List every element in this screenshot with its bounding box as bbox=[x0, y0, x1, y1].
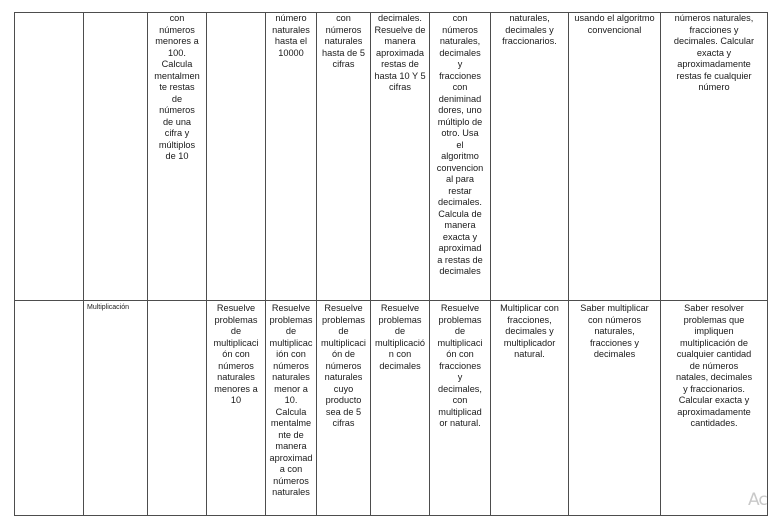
table-cell: usando el algoritmo convencional bbox=[569, 13, 661, 301]
table-cell bbox=[84, 13, 148, 301]
table-row bbox=[15, 301, 768, 516]
table-cell: número naturales hasta el 10000 bbox=[266, 13, 317, 301]
table-cell: números naturales, fracciones y decimales. Calcular exacta y aproximadamente restas fe cualquier número bbox=[661, 13, 768, 301]
table-cell: con números naturales, decimales y fracciones con deniminad dores, uno múltiplo de otro. Usa el algoritmo convencion al para restar decimales. Calcula de manera exacta y aproximad a restas de decimales bbox=[430, 13, 491, 301]
table-cell: Saber multiplicar con números naturales, fracciones y decimales bbox=[569, 301, 661, 516]
table-cell: decimales. Resuelve de manera aproximada restas de hasta 10 Y 5 cifras bbox=[371, 13, 430, 301]
table-cell: Resuelve problemas de multiplicaci ón de números naturales cuyo producto sea de 5 cifras bbox=[317, 301, 371, 516]
topic-cell: Multiplicación bbox=[84, 301, 148, 516]
watermark: Ac bbox=[748, 490, 767, 510]
table-cell bbox=[207, 13, 266, 301]
table-cell: Multiplicar con fracciones, decimales y multiplicador natural. bbox=[491, 301, 569, 516]
table-cell bbox=[15, 301, 84, 516]
table-cell: Saber resolver problemas que impliquen multiplicación de cualquier cantidad de números natales, decimales y fraccionarios. Calcular exacta y aproximadamente cantidades. bbox=[661, 301, 768, 516]
table-cell bbox=[148, 301, 207, 516]
table-cell: Resuelve problemas de multiplicaci ón con números naturales menores a 10 bbox=[207, 301, 266, 516]
table-cell: naturales, decimales y fraccionarios. bbox=[491, 13, 569, 301]
curriculum-table bbox=[14, 12, 768, 516]
table-cell: Resuelve problemas de multiplicació n con decimales bbox=[371, 301, 430, 516]
table-cell: Resuelve problemas de multiplicac ión con números naturales menor a 10. Calcula mentalme nte de manera aproximad a con números naturales bbox=[266, 301, 317, 516]
table-cell bbox=[15, 13, 84, 301]
table-cell: con números menores a 100. Calcula mentalmen te restas de números de una cifra y múltiplos de 10 bbox=[148, 13, 207, 301]
table-row bbox=[15, 13, 768, 301]
table-cell: con números naturales hasta de 5 cifras bbox=[317, 13, 371, 301]
table-cell: Resuelve problemas de multiplicaci ón con fracciones y decimales, con multiplicad or natural. bbox=[430, 301, 491, 516]
